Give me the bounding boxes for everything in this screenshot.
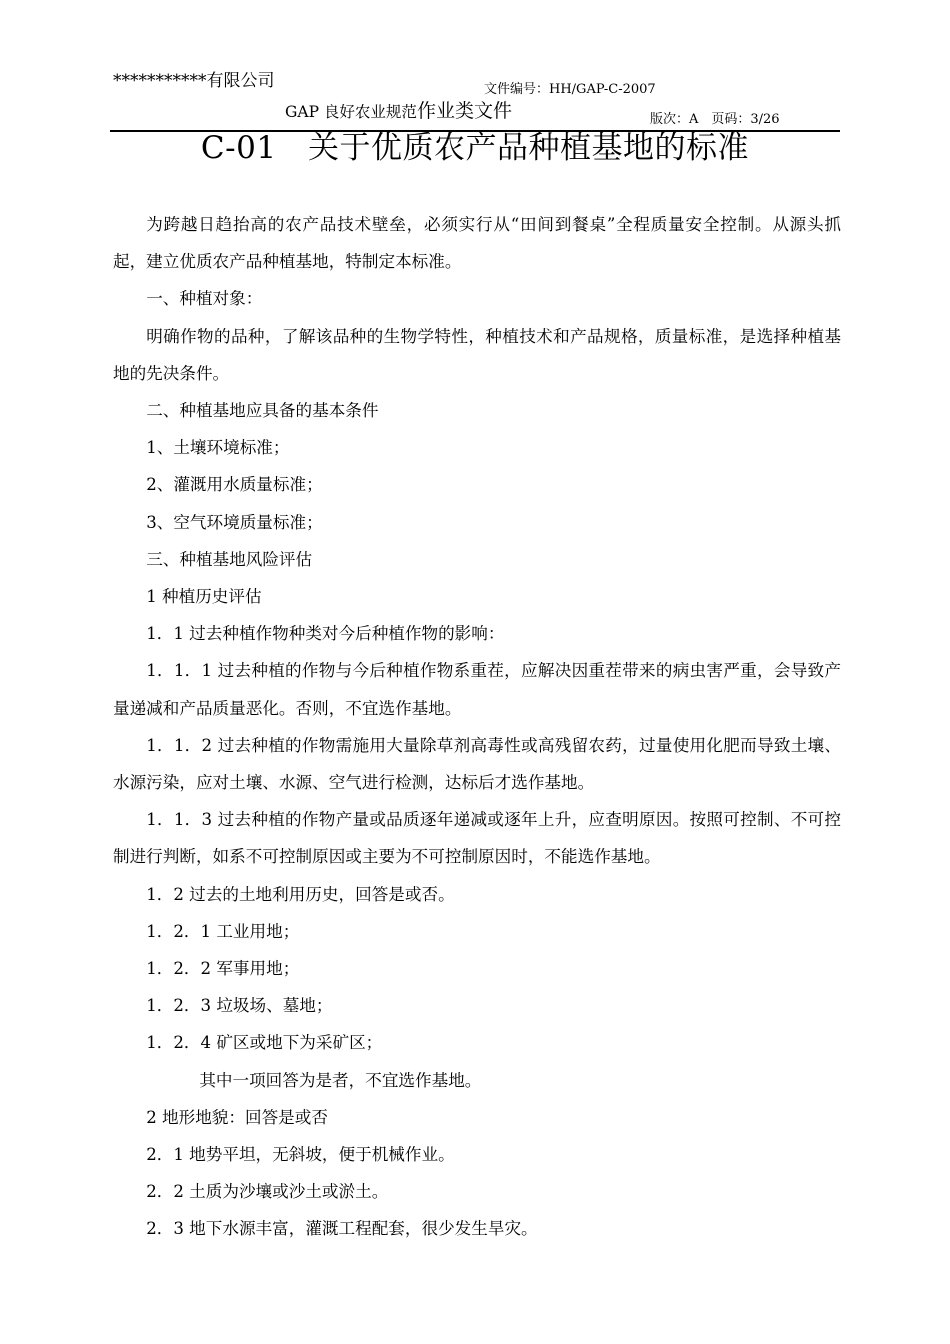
paragraph: 1、土壤环境标准； [146,438,290,458]
paragraph: 3、空气环境质量标准； [146,512,323,532]
category-prefix: GAP 良好农业规范 [285,103,417,121]
company-name: ***********有限公司 [113,71,275,91]
paragraph: 1．2 过去的土地利用历史，回答是或否。 [146,884,455,904]
paragraph: 1．2．4 矿区或地下为采矿区； [146,1033,383,1053]
paragraph: 2．1 地势平坦，无斜坡，便于机械作业。 [146,1145,455,1165]
paragraph: 1．2．2 军事用地； [146,959,300,979]
version-page-info: 版次：A 页码：3/26 [650,112,780,127]
document-body [113,206,841,1248]
paragraph: 1 种植历史评估 [146,587,262,607]
paragraph: 2、灌溉用水质量标准； [146,475,323,495]
paragraph: 1．1．1 过去种植的作物与今后种植作物系重茬，应解决因重茬带来的病虫害严重，会导致产量递减和产品质量恶化。否则，不宜选作基地。 [113,661,841,718]
paragraph-heading-1: 一、种植对象： [146,289,263,309]
paragraph: 1．2．3 垃圾场、墓地； [146,996,333,1016]
paragraph: 1．1 过去种植作物种类对今后种植作物的影响： [146,624,505,644]
paragraph: 1．1．2 过去种植的作物需施用大量除草剂高毒性或高残留农药，过量使用化肥而导致土壤、水源污染，应对土壤、水源、空气进行检测，达标后才选作基地。 [113,735,841,793]
document-number: 文件编号：HH/GAP-C-2007 [484,82,656,97]
document-title: C-01 关于优质农产品种植基地的标准 [200,130,750,166]
paragraph: 1．2．1 工业用地； [146,921,300,941]
paragraph: 2．3 地下水源丰富，灌溉工程配套，很少发生旱灾。 [146,1219,538,1239]
paragraph: 明确作物的品种，了解该品种的生物学特性，种植技术和产品规格，质量标准，是选择种植基地的先决条件。 [113,326,841,383]
paragraph: 2 地形地貌：回答是或否 [146,1107,328,1127]
paragraph-heading-3: 三、种植基地风险评估 [146,549,313,569]
paragraph: 2．2 土质为沙壤或沙土或淤土。 [146,1182,389,1202]
paragraph-heading-2: 二、种植基地应具备的基本条件 [146,401,379,421]
paragraph-note: 其中一项回答为是者，不宜选作基地。 [199,1070,482,1090]
paragraph-intro: 为跨越日趋抬高的农产品技术壁垒，必须实行从“田间到餐桌”全程质量安全控制。从源头抓起，建立优质农产品种植基地，特制定本标准。 [113,215,841,272]
category-main: 作业类文件 [416,100,512,122]
document-category [285,96,512,123]
paragraph: 1．1．3 过去种植的作物产量或品质逐年递减或逐年上升，应查明原因。按照可控制、不可控制进行判断，如系不可控制原因或主要为不可控制原因时，不能选作基地。 [113,810,841,867]
